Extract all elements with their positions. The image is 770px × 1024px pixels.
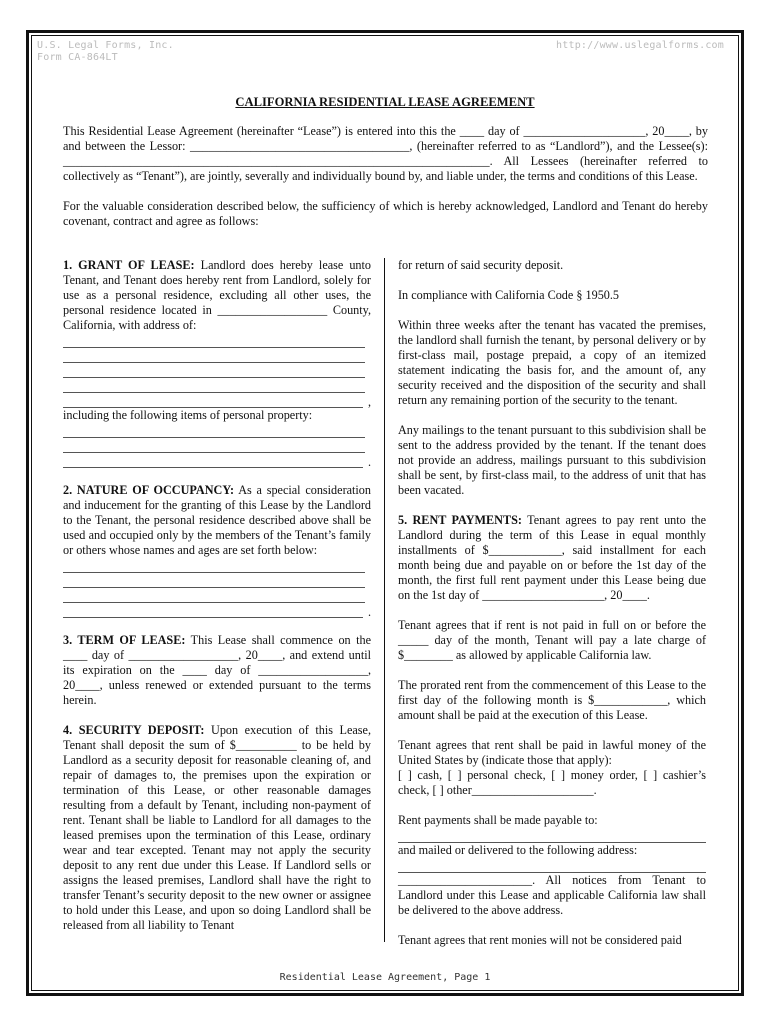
left-column (63, 258, 371, 948)
notices-text: ______________________. All notices from Tenant to Landlord under this Lease and applicable California law shall be delivered to the above address. (398, 873, 706, 917)
right-column (398, 258, 706, 963)
compliance-text: In compliance with California Code § 1950.5 (398, 288, 620, 302)
payable-to-label: Rent payments shall be made payable to: (398, 813, 598, 827)
payment-options-text: [ ] cash, [ ] personal check, [ ] money order, [ ] cashier’s check, [ ] other____________________. (398, 768, 706, 797)
section-grant-of-lease (63, 258, 371, 468)
lawful-money-text: Tenant agrees that rent shall be paid in lawful money of the United States by (indicate those that apply): (398, 738, 706, 767)
page-footer: Residential Lease Agreement, Page 1 (279, 972, 491, 983)
three-weeks-text: Within three weeks after the tenant has vacated the premises, the landlord shall furnish the tenant, by personal delivery or by first-class mail, postage prepaid, a copy of an itemized statement indicating the basis for, and the amount of, any security received and the disposition of the security and shall return any remaining portion of the security to the tenant. (398, 318, 706, 407)
document-title: CALIFORNIA RESIDENTIAL LEASE AGREEMENT (235, 95, 535, 109)
mailed-address-label: and mailed or delivered to the following address: (398, 843, 638, 857)
occupant-end-punct: . (367, 605, 371, 619)
section-4-text: Upon execution of this Lease, Tenant shall deposit the sum of $__________ to be held by Landlord as a security deposit for reasonable cleaning of, and repair of damages to, the premises upon the expiration or termination of this Lease, or other reasonable damages resulting from a default by Tenant, including non-payment of rent. Tenant shall be liable to Landlord for all damages to the leased premises upon the termination of this Lease, ordinary wear and tear excepted. Tenant may not apply the security deposit to any rent due under this Lease. If Landlord sells or assigns the leased premises, Landlord shall have the right to transfer Tenant’s security deposit to the new owner or assignee to hold under this Lease, and upon so doing Landlord shall be released from all liability to Tenant (63, 723, 371, 932)
section-2-text: As a special consideration and inducement for the granting of this Lease by the Landlord to the Tenant, the personal residence described above shall be used and occupied only by the members of the Tenant’s family or others whose names and ages are set forth below: (63, 483, 371, 557)
rent-monies-text: Tenant agrees that rent monies will not be considered paid (398, 933, 682, 947)
section-term-of-lease (63, 633, 371, 708)
intro-paragraph-2: For the valuable consideration described below, the sufficiency of which is hereby acknowledged, Landlord and Tenant do hereby covenant, contract and agree as follows: (63, 199, 708, 228)
intro-paragraph-1: This Residential Lease Agreement (hereinafter “Lease”) is entered into this the ____ day of ____________________, 20____, by and between the Lessor: ____________________________________, (hereinafter referred to as “Landlord”), and the Lessee(s): ______________________________________________________________________. All Lessees (hereinafter referred to collectively as “Tenant”), are jointly, severally and individually bound by, and liable under, the terms and conditions of this Lease. (63, 124, 708, 183)
occupant-line-2 (63, 573, 365, 588)
section-security-deposit (63, 723, 371, 933)
occupant-line-1 (63, 558, 365, 573)
section-3-text: This Lease shall commence on the ____ day of __________________, 20____, and extend until its expiration on the ____ day of __________________, 20____, unless renewed or extended pursuant to the terms herein. (63, 633, 371, 707)
section-1-heading: 1. GRANT OF LEASE: (63, 258, 195, 272)
section-3-heading: 3. TERM OF LEASE: (63, 633, 186, 647)
address-end-punct: , (367, 395, 371, 409)
section-5-heading: 5. RENT PAYMENTS: (398, 513, 522, 527)
personal-property-label: including the following items of personal property: (63, 408, 313, 422)
property-line-2 (63, 438, 365, 453)
prorated-rent-text: The prorated rent from the commencement of this Lease to the first day of the following month is $____________, which amount shall be paid at the execution of this Lease. (398, 678, 706, 722)
company-name: U.S. Legal Forms, Inc. (37, 40, 174, 51)
form-id: Form CA-864LT (37, 52, 118, 63)
property-end-punct: . (367, 455, 371, 469)
section-nature-of-occupancy (63, 483, 371, 618)
intro-section (63, 124, 708, 244)
header-url: http://www.uslegalforms.com (556, 40, 724, 51)
section-rent-payments (398, 513, 706, 603)
mailing-address-line (398, 858, 706, 873)
mailings-text: Any mailings to the tenant pursuant to this subdivision shall be sent to the address provided by the tenant. If the tenant does not provide an address, mailings pursuant to this subdivision shall be sent, by first-class mail, to the address of unit that has been vacated. (398, 423, 706, 497)
header-left (37, 40, 174, 64)
address-line-3 (63, 363, 365, 378)
return-deposit-text: for return of said security deposit. (398, 258, 564, 272)
address-line-4 (63, 378, 365, 393)
address-line-1 (63, 333, 365, 348)
occupant-line-3 (63, 588, 365, 603)
address-line-5 (63, 393, 363, 408)
section-5-text: Tenant agrees to pay rent unto the Landlord during the term of this Lease in equal monthly installments of $____________, said installment for each month being due and payable on or before the 1st day of the month, the first full rent payment under this Lease being due on the 1st day of ____________________, 20____. (398, 513, 706, 602)
property-line-3 (63, 453, 363, 468)
address-line-2 (63, 348, 365, 363)
occupant-line-4 (63, 603, 363, 618)
property-line-1 (63, 423, 365, 438)
section-1-text: Landlord does hereby lease unto Tenant, and Tenant does hereby rent from Landlord, solely for use as a personal residence, excluding all other uses, the personal residence located in __________________ County, California, with address of: (63, 258, 371, 332)
late-charge-text: Tenant agrees that if rent is not paid in full on or before the _____ day of the month, Tenant will pay a late charge of $________ as allowed by applicable California law. (398, 618, 706, 662)
payee-line (398, 828, 706, 843)
section-2-heading: 2. NATURE OF OCCUPANCY: (63, 483, 235, 497)
column-divider (384, 258, 385, 942)
section-4-heading: 4. SECURITY DEPOSIT: (63, 723, 205, 737)
